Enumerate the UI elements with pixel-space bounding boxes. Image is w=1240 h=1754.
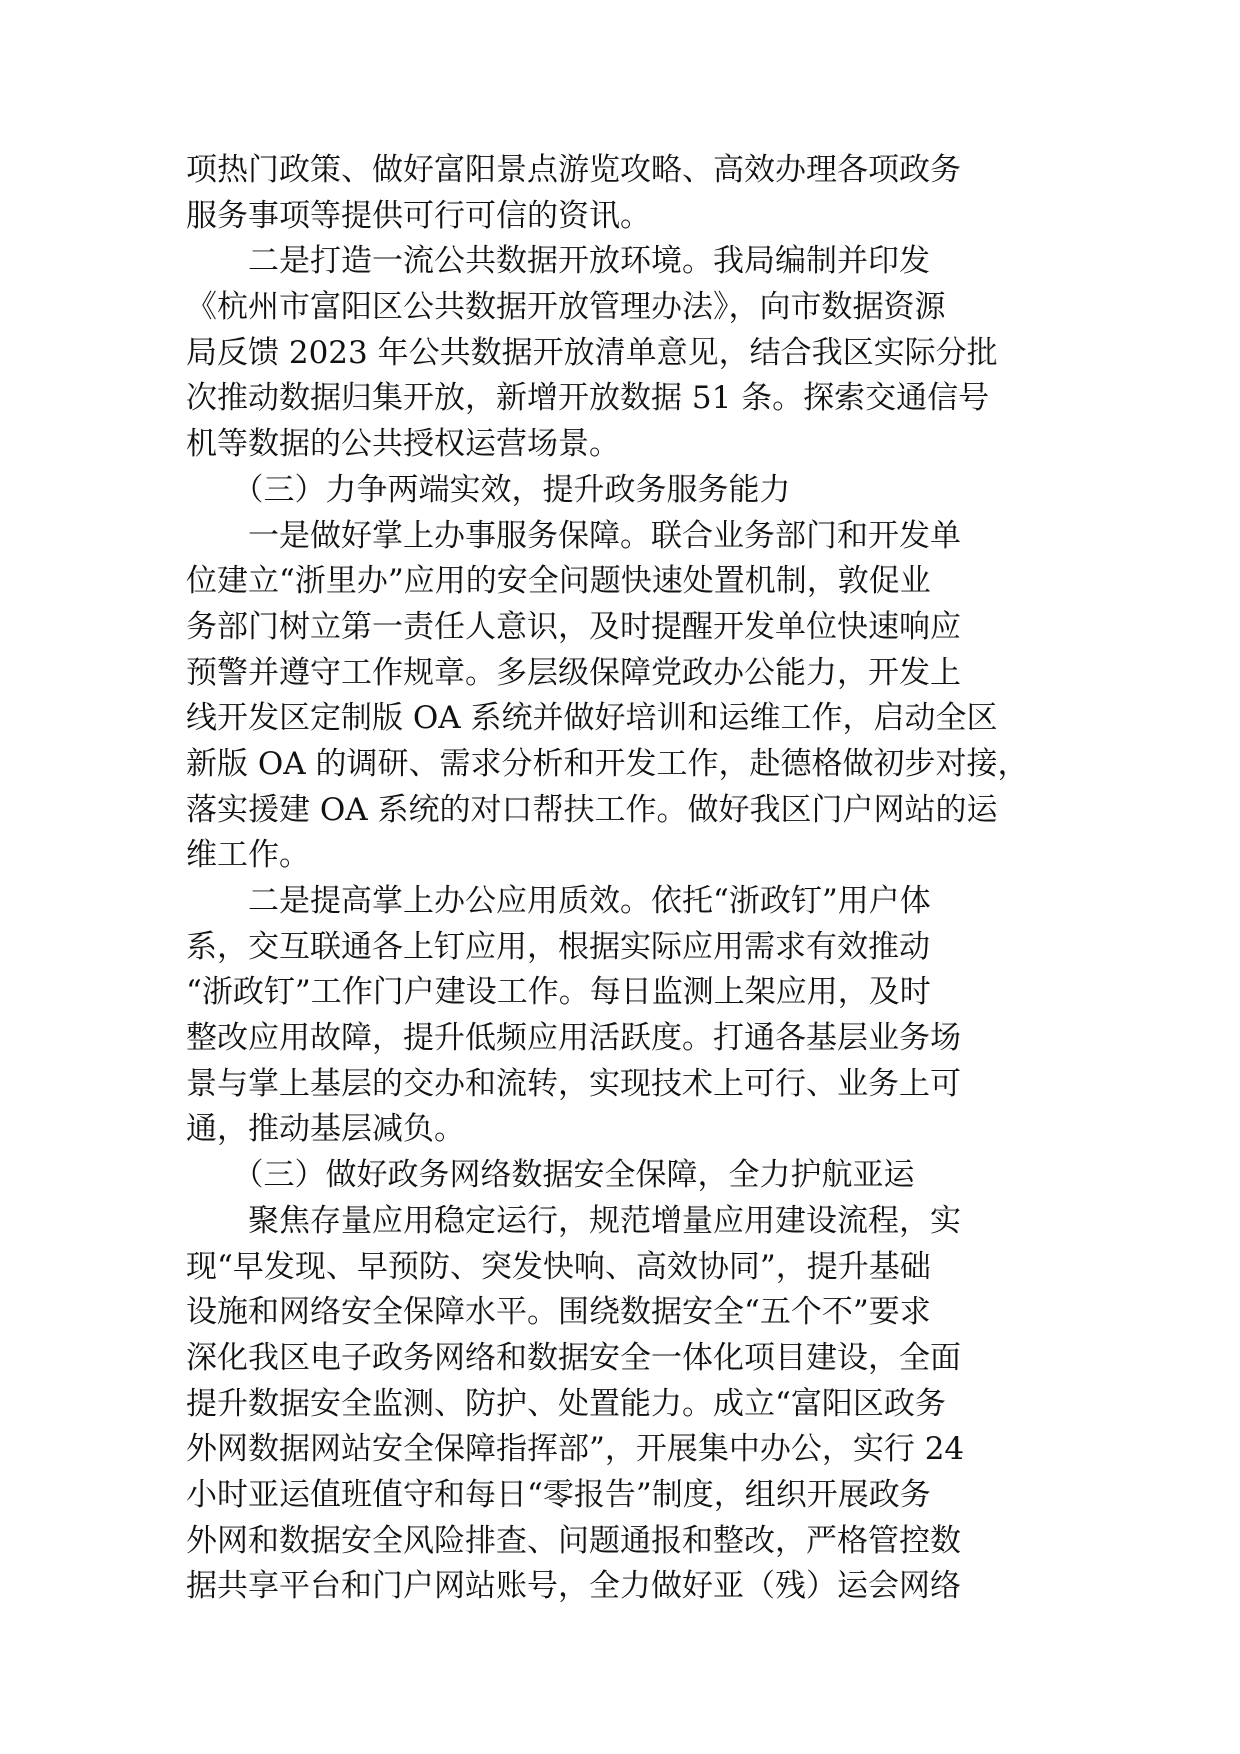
text-line: 通，推动基层减负。 bbox=[186, 1111, 465, 1148]
text-line: 二是提高掌上办公应用质效。依托“浙政钉”用户体 bbox=[186, 883, 931, 919]
text-line: 景与掌上基层的交办和流转，实现技术上可行、业务上可 bbox=[186, 1065, 961, 1102]
text-line: 预警并遵守工作规章。多层级保障党政办公能力，开发上 bbox=[186, 654, 961, 691]
text-line: 现“早发现、早预防、突发快响、高效协同”，提升基础 bbox=[186, 1248, 931, 1285]
text-line: 外网数据网站安全保障指挥部”，开展集中办公，实行 24 bbox=[186, 1431, 965, 1468]
text-line: 深化我区电子政务网络和数据安全一体化项目建设，全面 bbox=[186, 1339, 961, 1376]
text-line: 维工作。 bbox=[186, 837, 310, 874]
text-line: 一是做好掌上办事服务保障。联合业务部门和开发单 bbox=[186, 517, 961, 554]
text-line: 务部门树立第一责任人意识，及时提醒开发单位快速响应 bbox=[186, 608, 961, 645]
text-line: 新版 OA 的调研、需求分析和开发工作，赴德格做初步对接， bbox=[186, 745, 1029, 782]
text-line: 线开发区定制版 OA 系统并做好培训和运维工作，启动全区 bbox=[186, 700, 998, 737]
text-line: 落实援建 OA 系统的对口帮扶工作。做好我区门户网站的运 bbox=[186, 791, 998, 828]
text-line: 位建立“浙里办”应用的安全问题快速处置机制，敦促业 bbox=[186, 563, 931, 600]
text-line: 聚焦存量应用稳定运行，规范增量应用建设流程，实 bbox=[186, 1202, 961, 1239]
text-line: “浙政钉”工作门户建设工作。每日监测上架应用，及时 bbox=[186, 974, 931, 1011]
text-line: 《杭州市富阳区公共数据开放管理办法》，向市数据资源 bbox=[186, 289, 946, 326]
text-line: 据共享平台和门户网站账号，全力做好亚（残）运会网络 bbox=[186, 1568, 961, 1605]
text-line: 次推动数据归集开放，新增开放数据 51 条。探索交通信号 bbox=[186, 380, 990, 417]
text-line: 项热门政策、做好富阳景点游览攻略、高效办理各项政务 bbox=[186, 152, 961, 188]
section-heading: （三）力争两端实效，提升政务服务能力 bbox=[186, 471, 791, 508]
text-line: 二是打造一流公共数据开放环境。我局编制并印发 bbox=[186, 243, 930, 280]
text-line: 小时亚运值班值守和每日“零报告”制度，组织开展政务 bbox=[186, 1476, 931, 1513]
text-line: 提升数据安全监测、防护、处置能力。成立“富阳区政务 bbox=[186, 1385, 946, 1422]
text-line: 机等数据的公共授权运营场景。 bbox=[186, 426, 620, 463]
section-heading: （三）做好政务网络数据安全保障，全力护航亚运 bbox=[186, 1157, 915, 1194]
text-line: 服务事项等提供可行可信的资讯。 bbox=[186, 197, 651, 234]
text-line: 局反馈 2023 年公共数据开放清单意见，结合我区实际分批 bbox=[186, 334, 998, 371]
body-text bbox=[186, 148, 1056, 1610]
text-line: 外网和数据安全风险排查、问题通报和整改，严格管控数 bbox=[186, 1522, 961, 1559]
text-line: 设施和网络安全保障水平。围绕数据安全“五个不”要求 bbox=[186, 1294, 931, 1331]
text-line: 系，交互联通各上钉应用，根据实际应用需求有效推动 bbox=[186, 928, 930, 965]
text-line: 整改应用故障，提升低频应用活跃度。打通各基层业务场 bbox=[186, 1020, 961, 1057]
